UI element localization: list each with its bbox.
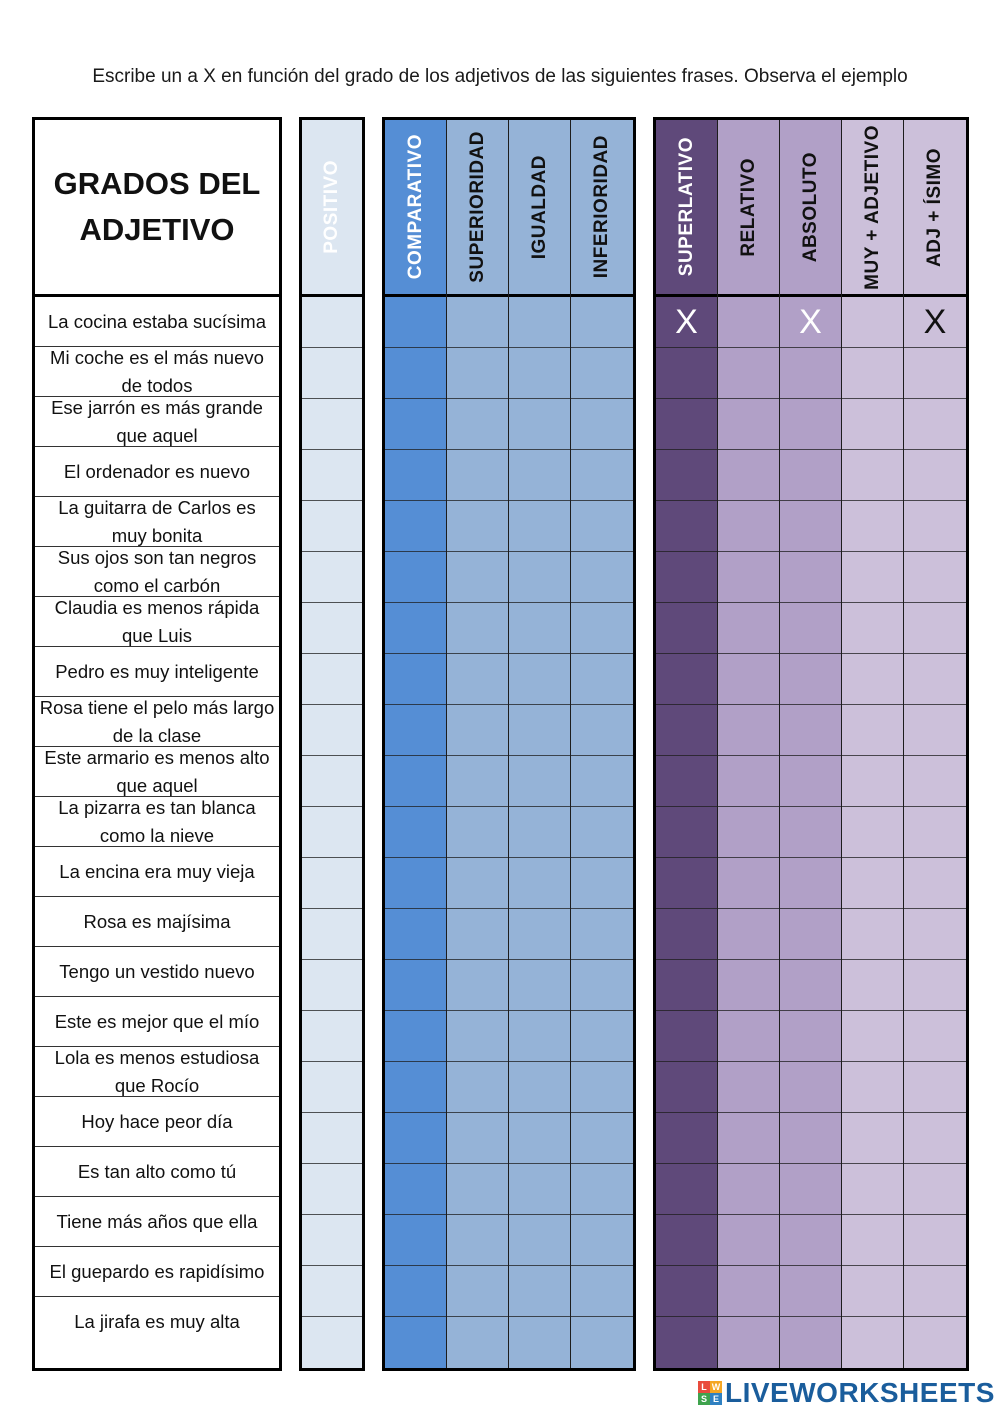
answer-cell[interactable]: X: [656, 297, 717, 348]
answer-cell[interactable]: [571, 960, 633, 1011]
answer-cell[interactable]: [571, 909, 633, 960]
column-header-label: MUY + ADJETIVO: [861, 124, 883, 290]
sentence-row: La jirafa es muy alta: [74, 1311, 240, 1332]
answer-cell[interactable]: [447, 399, 508, 450]
answer-cell[interactable]: [385, 1266, 446, 1317]
answer-cell[interactable]: [302, 1266, 362, 1317]
answer-cell[interactable]: [718, 705, 779, 756]
answer-cell[interactable]: [656, 399, 717, 450]
answer-cell[interactable]: [780, 1164, 841, 1215]
answer-cell[interactable]: [447, 960, 508, 1011]
answer-cell[interactable]: [842, 1011, 903, 1062]
column-header-label: ABSOLUTO: [799, 151, 821, 263]
answer-cell[interactable]: [302, 450, 362, 501]
answer-cell[interactable]: [904, 1011, 966, 1062]
answer-cell[interactable]: [385, 1011, 446, 1062]
answer-cell[interactable]: [656, 501, 717, 552]
answer-cell[interactable]: [780, 1317, 841, 1367]
sentences-column: [32, 117, 282, 1371]
sentence-row: Pedro es muy inteligente: [35, 647, 279, 697]
answer-cell[interactable]: [718, 1062, 779, 1113]
answer-cell[interactable]: [718, 1113, 779, 1164]
column-header-label: SUPERLATIVO: [675, 137, 697, 277]
answer-cell[interactable]: [718, 1215, 779, 1266]
answer-cell[interactable]: [842, 909, 903, 960]
answer-cell[interactable]: [718, 807, 779, 858]
answer-cell[interactable]: [656, 756, 717, 807]
answer-cell[interactable]: [904, 1164, 966, 1215]
sentence-row: Sus ojos son tan negros como el carbón: [35, 547, 279, 597]
column-header-label: POSITIVO: [321, 160, 342, 254]
column-header-label: INFERIORIDAD: [591, 135, 612, 279]
answer-cell[interactable]: [656, 348, 717, 399]
answer-cell[interactable]: [509, 807, 570, 858]
answer-cell[interactable]: [509, 297, 570, 348]
answer-cell[interactable]: [571, 654, 633, 705]
answer-cell[interactable]: [509, 603, 570, 654]
answer-cell[interactable]: [780, 1062, 841, 1113]
answer-cell[interactable]: [656, 1062, 717, 1113]
answer-cell[interactable]: [571, 1113, 633, 1164]
answer-cell[interactable]: [718, 1011, 779, 1062]
answer-cell[interactable]: [904, 1113, 966, 1164]
answer-cell[interactable]: [780, 1011, 841, 1062]
answer-cell[interactable]: [385, 348, 446, 399]
answer-cell[interactable]: [780, 909, 841, 960]
answer-cell[interactable]: [509, 960, 570, 1011]
answer-cell[interactable]: [656, 1113, 717, 1164]
column-header: [509, 120, 570, 297]
column-header: [385, 120, 446, 297]
answer-cell[interactable]: [385, 705, 446, 756]
sentence-row: Rosa es majísima: [35, 897, 279, 947]
answer-cell[interactable]: [780, 552, 841, 603]
answer-cell[interactable]: [447, 909, 508, 960]
answer-cell[interactable]: [571, 1062, 633, 1113]
sentence-row: Hoy hace peor día: [35, 1097, 279, 1147]
column-header: [656, 120, 717, 297]
sentence-row: Ese jarrón es más grande que aquel: [35, 397, 279, 447]
answer-cell[interactable]: [718, 1266, 779, 1317]
answer-cell[interactable]: [718, 654, 779, 705]
answer-cell[interactable]: [509, 552, 570, 603]
answer-cell[interactable]: [904, 858, 966, 909]
answer-cell[interactable]: [842, 705, 903, 756]
answer-cell[interactable]: [656, 1215, 717, 1266]
answer-cell[interactable]: [780, 756, 841, 807]
answer-cell[interactable]: [718, 603, 779, 654]
answer-cell[interactable]: [447, 1113, 508, 1164]
answer-cell[interactable]: [509, 1011, 570, 1062]
answer-cell[interactable]: [385, 960, 446, 1011]
answer-cell[interactable]: [904, 552, 966, 603]
answer-cell[interactable]: [302, 348, 362, 399]
answer-cell[interactable]: [842, 1215, 903, 1266]
answer-cell[interactable]: [447, 603, 508, 654]
answer-cell[interactable]: [656, 450, 717, 501]
answer-cell[interactable]: [780, 399, 841, 450]
answer-cell[interactable]: [385, 807, 446, 858]
sentence-row: Es tan alto como tú: [35, 1147, 279, 1197]
answer-cell[interactable]: [780, 1266, 841, 1317]
answer-cell[interactable]: [904, 705, 966, 756]
answer-cell[interactable]: [447, 450, 508, 501]
sentence-row: La cocina estaba sucísima: [35, 297, 279, 347]
answer-cell[interactable]: [904, 1266, 966, 1317]
answer-cell[interactable]: [571, 1164, 633, 1215]
column-adj-ísimo: [904, 120, 966, 1368]
answer-cell[interactable]: [509, 1215, 570, 1266]
answer-cell[interactable]: [718, 960, 779, 1011]
answer-cell[interactable]: [904, 909, 966, 960]
answer-cell[interactable]: [842, 603, 903, 654]
answer-cell[interactable]: [385, 552, 446, 603]
answer-cell[interactable]: [780, 501, 841, 552]
answer-cell[interactable]: [385, 501, 446, 552]
answer-cell[interactable]: [447, 1164, 508, 1215]
answer-cell[interactable]: [842, 1164, 903, 1215]
answer-cell[interactable]: [571, 705, 633, 756]
answer-cell[interactable]: [842, 858, 903, 909]
answer-cell[interactable]: [385, 297, 446, 348]
answer-cell[interactable]: [509, 756, 570, 807]
answer-cell[interactable]: [447, 1062, 508, 1113]
answer-cell[interactable]: [302, 552, 362, 603]
answer-cell[interactable]: [904, 450, 966, 501]
answer-cell[interactable]: [656, 603, 717, 654]
answer-cell[interactable]: [447, 756, 508, 807]
answer-cell[interactable]: [509, 501, 570, 552]
answer-cell[interactable]: [385, 603, 446, 654]
answer-cell[interactable]: [302, 756, 362, 807]
sentence-row: Este armario es menos alto que aquel: [35, 747, 279, 797]
answer-cell[interactable]: [718, 399, 779, 450]
answer-cell[interactable]: [447, 654, 508, 705]
sentence-row: El guepardo es rapidísimo: [35, 1247, 279, 1297]
answer-cell[interactable]: [385, 1062, 446, 1113]
answer-cell[interactable]: [904, 1062, 966, 1113]
answer-cell[interactable]: [302, 909, 362, 960]
column-superlativo: [656, 120, 718, 1368]
answer-cell[interactable]: [509, 1164, 570, 1215]
answer-cell[interactable]: [842, 399, 903, 450]
answer-cell[interactable]: [842, 348, 903, 399]
sentence-row: La pizarra es tan blanca como la nieve: [35, 797, 279, 847]
sentence-row: Claudia es menos rápida que Luis: [35, 597, 279, 647]
answer-cell[interactable]: [904, 501, 966, 552]
column-header-label: IGUALDAD: [528, 154, 550, 260]
answer-cell[interactable]: [302, 960, 362, 1011]
answer-cell[interactable]: [904, 603, 966, 654]
sentence-row: Mi coche es el más nuevo de todos: [35, 347, 279, 397]
answer-cell[interactable]: [842, 1266, 903, 1317]
sentence-row: La guitarra de Carlos es muy bonita: [35, 497, 279, 547]
answer-cell[interactable]: [447, 1317, 508, 1367]
sentence-row: Tengo un vestido nuevo: [35, 947, 279, 997]
answer-cell[interactable]: [656, 552, 717, 603]
answer-cell[interactable]: [718, 450, 779, 501]
answer-cell[interactable]: [302, 1317, 362, 1367]
answer-cell[interactable]: [904, 1317, 966, 1367]
answer-cell[interactable]: [447, 807, 508, 858]
answer-cell[interactable]: [302, 654, 362, 705]
answer-cell[interactable]: [842, 1062, 903, 1113]
answer-cell[interactable]: [385, 399, 446, 450]
answer-cell[interactable]: [571, 807, 633, 858]
answer-cell[interactable]: [571, 501, 633, 552]
answer-cell[interactable]: [571, 1215, 633, 1266]
answer-cell[interactable]: [718, 297, 779, 348]
answer-cell[interactable]: [656, 909, 717, 960]
answer-cell[interactable]: [842, 450, 903, 501]
column-relativo: [718, 120, 780, 1368]
answer-cell[interactable]: [571, 297, 633, 348]
answer-cell[interactable]: [302, 705, 362, 756]
column-muy-adjetivo: [842, 120, 904, 1368]
column-header: [780, 120, 841, 297]
answer-cell[interactable]: [904, 654, 966, 705]
answer-cell[interactable]: [509, 1317, 570, 1367]
answer-cell[interactable]: [718, 501, 779, 552]
column-superioridad: [447, 120, 509, 1368]
answer-cell[interactable]: [571, 552, 633, 603]
answer-cell[interactable]: [842, 552, 903, 603]
column-header-label: RELATIVO: [737, 157, 759, 257]
answer-cell[interactable]: [447, 348, 508, 399]
answer-cell[interactable]: [509, 858, 570, 909]
answer-cell[interactable]: [385, 1164, 446, 1215]
answer-cell[interactable]: [718, 552, 779, 603]
answer-cell[interactable]: [571, 1266, 633, 1317]
answer-cell[interactable]: [780, 960, 841, 1011]
answer-cell[interactable]: [718, 348, 779, 399]
answer-cell[interactable]: [509, 1266, 570, 1317]
positivo-group: [299, 117, 365, 1371]
answer-cell[interactable]: [718, 756, 779, 807]
answer-cell[interactable]: [385, 909, 446, 960]
answer-cell[interactable]: [302, 399, 362, 450]
logo-icon: L W S E: [698, 1381, 722, 1405]
answer-cell[interactable]: [656, 1317, 717, 1367]
instruction-text: Escribe un a X en función del grado de los adjetivos de las siguientes frases. Observa el ejemplo: [92, 66, 908, 87]
answer-cell[interactable]: [302, 1011, 362, 1062]
sentence-row: El ordenador es nuevo: [35, 447, 279, 497]
answer-cell[interactable]: [656, 705, 717, 756]
answer-cell[interactable]: [904, 348, 966, 399]
answer-cell[interactable]: [447, 705, 508, 756]
answer-cell[interactable]: [842, 807, 903, 858]
answer-cell[interactable]: [571, 1317, 633, 1367]
answer-cell[interactable]: [385, 1113, 446, 1164]
answer-cell[interactable]: [571, 756, 633, 807]
answer-cell[interactable]: [302, 1215, 362, 1266]
answer-cell[interactable]: [571, 450, 633, 501]
column-header: [447, 120, 508, 297]
answer-cell[interactable]: [509, 654, 570, 705]
answer-cell[interactable]: [302, 1113, 362, 1164]
answer-cell[interactable]: [780, 807, 841, 858]
logo-text: LIVEWORKSHEETS: [725, 1377, 995, 1408]
answer-cell[interactable]: [718, 858, 779, 909]
column-header-label: COMPARATIVO: [404, 134, 426, 280]
answer-cell[interactable]: [780, 705, 841, 756]
answer-cell[interactable]: [780, 348, 841, 399]
sentence-row: Tiene más años que ella: [35, 1197, 279, 1247]
answer-cell[interactable]: [447, 501, 508, 552]
answer-cell[interactable]: [385, 1317, 446, 1367]
answer-cell[interactable]: [302, 858, 362, 909]
column-inferioridad: [571, 120, 633, 1368]
answer-cell[interactable]: [842, 1317, 903, 1367]
answer-cell[interactable]: [385, 1215, 446, 1266]
answer-cell[interactable]: [904, 960, 966, 1011]
answer-cell[interactable]: [447, 297, 508, 348]
answer-cell[interactable]: [509, 348, 570, 399]
answer-cell[interactable]: [656, 858, 717, 909]
sentence-row: Este es mejor que el mío: [35, 997, 279, 1047]
answer-cell[interactable]: [842, 1113, 903, 1164]
column-positivo: [302, 120, 362, 1368]
sentence-row: La encina era muy vieja: [35, 847, 279, 897]
column-header: [842, 120, 903, 297]
answer-cell[interactable]: [656, 1164, 717, 1215]
answer-cell[interactable]: [571, 603, 633, 654]
answer-cell[interactable]: [385, 450, 446, 501]
answer-cell[interactable]: [302, 807, 362, 858]
table-title: [35, 120, 279, 297]
answer-cell[interactable]: [509, 1062, 570, 1113]
answer-cell[interactable]: [509, 909, 570, 960]
answer-cell[interactable]: [302, 1062, 362, 1113]
table-title-line1: GRADOS DEL: [53, 166, 261, 201]
answer-cell[interactable]: [780, 858, 841, 909]
column-header-label: ADJ + ÍSIMO: [924, 147, 945, 267]
answer-cell[interactable]: [842, 756, 903, 807]
answer-cell[interactable]: [656, 1266, 717, 1317]
answer-cell[interactable]: [656, 960, 717, 1011]
answer-cell[interactable]: [780, 654, 841, 705]
answer-cell[interactable]: [447, 1266, 508, 1317]
column-igualdad: [509, 120, 571, 1368]
answer-cell[interactable]: [302, 501, 362, 552]
column-absoluto: [780, 120, 842, 1368]
answer-cell[interactable]: [842, 501, 903, 552]
answer-cell[interactable]: [656, 654, 717, 705]
answer-cell[interactable]: [718, 1164, 779, 1215]
answer-cell[interactable]: [904, 756, 966, 807]
answer-cell[interactable]: [385, 756, 446, 807]
answer-cell[interactable]: [302, 1164, 362, 1215]
answer-cell[interactable]: [509, 399, 570, 450]
answer-cell[interactable]: [718, 1317, 779, 1367]
answer-cell[interactable]: [509, 705, 570, 756]
answer-cell[interactable]: [780, 1215, 841, 1266]
answer-cell[interactable]: X: [904, 297, 966, 348]
answer-cell[interactable]: [447, 552, 508, 603]
answer-cell[interactable]: [780, 1113, 841, 1164]
answer-cell[interactable]: [447, 1011, 508, 1062]
column-header-label: SUPERIORIDAD: [466, 131, 488, 283]
column-header: [302, 120, 362, 297]
comparativo-group: [382, 117, 636, 1371]
answer-cell[interactable]: [904, 1215, 966, 1266]
answer-cell[interactable]: [571, 399, 633, 450]
liveworksheets-logo: [698, 1377, 995, 1409]
sentence-row: Lola es menos estudiosa que Rocío: [35, 1047, 279, 1097]
answer-cell[interactable]: [447, 858, 508, 909]
answer-cell[interactable]: [571, 348, 633, 399]
answer-cell[interactable]: [842, 297, 903, 348]
answer-cell[interactable]: [842, 654, 903, 705]
answer-cell[interactable]: [385, 654, 446, 705]
answer-cell[interactable]: [718, 909, 779, 960]
answer-cell[interactable]: [904, 807, 966, 858]
answer-cell[interactable]: X: [780, 297, 841, 348]
answer-cell[interactable]: [904, 399, 966, 450]
answer-cell[interactable]: [780, 603, 841, 654]
answer-cell[interactable]: [571, 858, 633, 909]
answer-cell[interactable]: [302, 603, 362, 654]
superlativo-group: [653, 117, 969, 1371]
table-title-line2: ADJETIVO: [79, 212, 235, 247]
answer-cell[interactable]: [571, 1011, 633, 1062]
answer-cell[interactable]: [509, 450, 570, 501]
answer-cell[interactable]: [842, 960, 903, 1011]
column-header: [571, 120, 633, 297]
column-header: [718, 120, 779, 297]
sentence-row: Rosa tiene el pelo más largo de la clase: [35, 697, 279, 747]
answer-cell[interactable]: [385, 858, 446, 909]
answer-cell[interactable]: [447, 1215, 508, 1266]
answer-cell[interactable]: [656, 1011, 717, 1062]
answer-cell[interactable]: [509, 1113, 570, 1164]
column-comparativo: [385, 120, 447, 1368]
answer-cell[interactable]: [656, 807, 717, 858]
answer-cell[interactable]: [780, 450, 841, 501]
column-header: [904, 120, 966, 297]
answer-cell[interactable]: [302, 297, 362, 348]
